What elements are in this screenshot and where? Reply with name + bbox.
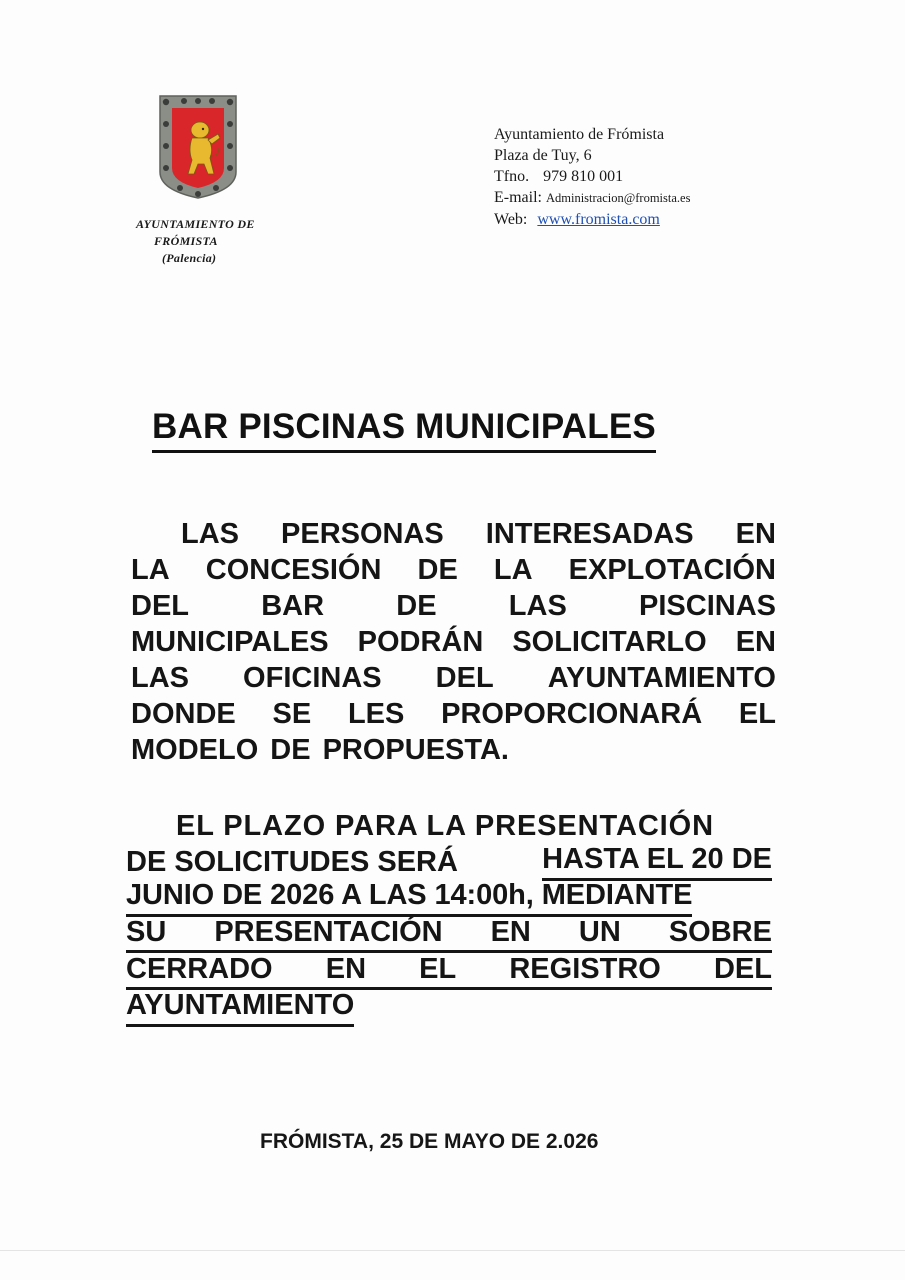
- paragraph-line: [131, 588, 776, 624]
- org-name-line: (Palencia): [162, 251, 217, 265]
- contact-address: Plaza de Tuy, 6: [494, 147, 592, 164]
- paragraph-line: [126, 916, 772, 953]
- paragraph-line: [131, 696, 776, 732]
- word: EN: [490, 916, 531, 948]
- word: LA: [493, 554, 533, 586]
- word: MUNICIPALES: [131, 626, 329, 658]
- paragraph-line: [131, 624, 776, 660]
- word: LAS: [181, 518, 239, 550]
- word: AYUNTAMIENTO: [547, 662, 776, 694]
- word: EN: [325, 953, 367, 985]
- word: DEL: [131, 590, 189, 622]
- contact-web-row: [494, 209, 794, 230]
- word: PISCINAS: [639, 590, 776, 622]
- contact-block: [494, 124, 794, 230]
- paragraph-line: [131, 660, 776, 696]
- deadline-line-2-plain: DE SOLICITUDES SERÁ: [126, 846, 458, 878]
- deadline-line-6: AYUNTAMIENTO: [126, 990, 354, 1027]
- contact-phone-row: [494, 166, 794, 187]
- word: PROPORCIONARÁ: [441, 698, 703, 730]
- deadline-line-2-underlined: HASTA EL 20 DE: [542, 844, 772, 881]
- paragraph-concession: [131, 516, 776, 768]
- word: DE: [396, 590, 437, 622]
- word: DE: [270, 734, 311, 766]
- phone-label: Tfno.: [494, 168, 530, 185]
- deadline-line-3: JUNIO DE 2026 A LAS 14:00h, MEDIANTE: [126, 880, 692, 917]
- word: EN: [735, 518, 776, 550]
- org-name-line: AYUNTAMIENTO DE: [136, 217, 255, 231]
- word: PRESENTACIÓN: [214, 916, 443, 948]
- coat-of-arms-logo: [158, 94, 238, 200]
- paragraph-line: [131, 732, 776, 768]
- word: REGISTRO: [509, 953, 661, 985]
- deadline-line-1: EL PLAZO PARA LA PRESENTACIÓN: [176, 810, 714, 842]
- word: EL: [738, 698, 776, 730]
- word: PROPUESTA.: [322, 734, 509, 766]
- email-label: E-mail:: [494, 189, 542, 206]
- organization-name: [120, 216, 290, 267]
- word: LAS: [508, 590, 567, 622]
- word: EL: [419, 953, 457, 985]
- word: DE: [417, 554, 458, 586]
- paragraph-line: [126, 990, 772, 1026]
- word: SOBRE: [668, 916, 772, 948]
- paragraph-line: [131, 516, 776, 552]
- word: LAS: [131, 662, 189, 694]
- place-and-date: FRÓMISTA, 25 DE MAYO DE 2.026: [260, 1130, 599, 1153]
- website-link[interactable]: www.fromista.com: [537, 211, 660, 228]
- word: EN: [735, 626, 776, 658]
- word: BAR: [261, 590, 325, 622]
- word: LES: [347, 698, 405, 730]
- paragraph-line: [126, 808, 772, 844]
- word: DEL: [713, 953, 772, 985]
- word: CERRADO: [126, 953, 273, 985]
- word: SOLICITARLO: [512, 626, 707, 658]
- document-title: BAR PISCINAS MUNICIPALES: [152, 404, 656, 453]
- phone-number: 979 810 001: [543, 168, 624, 185]
- word: CONCESIÓN: [205, 554, 382, 586]
- word: PERSONAS: [281, 518, 444, 550]
- word: DONDE: [131, 698, 236, 730]
- paragraph-line: [126, 844, 772, 880]
- word: LA: [131, 554, 170, 586]
- word: DEL: [435, 662, 494, 694]
- paragraph-deadline: [126, 808, 772, 1026]
- word: UN: [578, 916, 621, 948]
- paragraph-line: [131, 552, 776, 588]
- word: SU: [126, 916, 167, 948]
- paragraph-line: [126, 880, 772, 916]
- web-label: Web:: [494, 211, 528, 228]
- contact-name: Ayuntamiento de Frómista: [494, 126, 665, 143]
- word: EXPLOTACIÓN: [568, 554, 776, 586]
- email-address[interactable]: Administracion@fromista.es: [545, 191, 691, 205]
- word: OFICINAS: [243, 662, 382, 694]
- page-edge-divider: [0, 1250, 905, 1251]
- word: INTERESADAS: [485, 518, 694, 550]
- contact-email-row: [494, 187, 794, 209]
- word: SE: [272, 698, 312, 730]
- org-name-line: FRÓMISTA: [154, 234, 218, 248]
- word: MODELO: [131, 734, 259, 766]
- word: PODRÁN: [357, 626, 484, 658]
- paragraph-line: [126, 953, 772, 990]
